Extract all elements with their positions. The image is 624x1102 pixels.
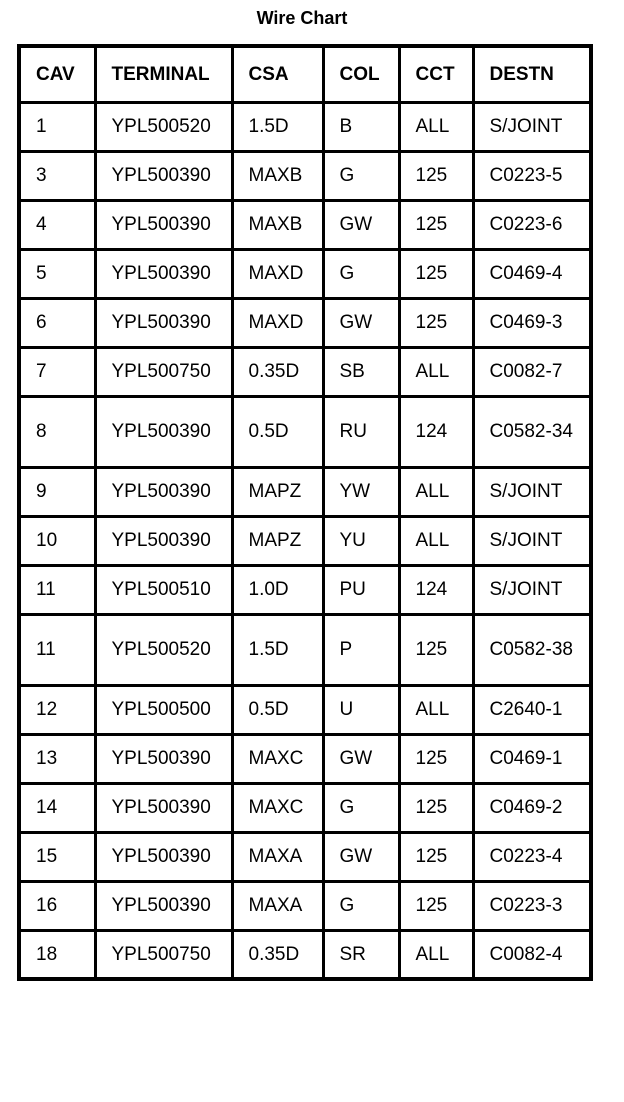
cell-cct: ALL	[399, 467, 473, 516]
table-row	[19, 467, 591, 516]
table-row	[19, 102, 591, 151]
cell-col: YU	[323, 516, 399, 565]
cell-csa: 1.0D	[232, 565, 323, 614]
cell-cav: 9	[19, 467, 95, 516]
table-row	[19, 516, 591, 565]
cell-col: G	[323, 881, 399, 930]
cell-terminal: YPL500390	[95, 881, 232, 930]
cell-destn: C0469-2	[473, 783, 591, 832]
cell-destn: S/JOINT	[473, 516, 591, 565]
cell-col: GW	[323, 200, 399, 249]
cell-col: P	[323, 614, 399, 685]
cell-csa: MAXD	[232, 298, 323, 347]
cell-terminal: YPL500510	[95, 565, 232, 614]
cell-csa: MAXC	[232, 734, 323, 783]
cell-destn: S/JOINT	[473, 102, 591, 151]
header-cct: CCT	[399, 46, 473, 102]
cell-csa: MAXA	[232, 881, 323, 930]
cell-destn: C0223-6	[473, 200, 591, 249]
cell-csa: 1.5D	[232, 614, 323, 685]
cell-cct: 125	[399, 249, 473, 298]
cell-destn: C0223-5	[473, 151, 591, 200]
cell-csa: MAXB	[232, 151, 323, 200]
cell-col: YW	[323, 467, 399, 516]
table-row	[19, 832, 591, 881]
cell-terminal: YPL500390	[95, 151, 232, 200]
cell-cav: 14	[19, 783, 95, 832]
table-row	[19, 565, 591, 614]
header-terminal: TERMINAL	[95, 46, 232, 102]
cell-cav: 11	[19, 614, 95, 685]
cell-cct: 124	[399, 565, 473, 614]
table-row	[19, 347, 591, 396]
header-destn: DESTN	[473, 46, 591, 102]
table-row	[19, 881, 591, 930]
cell-terminal: YPL500750	[95, 347, 232, 396]
cell-col: U	[323, 685, 399, 734]
cell-csa: 0.5D	[232, 685, 323, 734]
cell-cct: 125	[399, 151, 473, 200]
chart-title: Wire Chart	[256, 8, 348, 28]
cell-cav: 16	[19, 881, 95, 930]
cell-destn: S/JOINT	[473, 467, 591, 516]
table-row	[19, 930, 591, 979]
cell-terminal: YPL500520	[95, 102, 232, 151]
cell-terminal: YPL500390	[95, 832, 232, 881]
cell-col: B	[323, 102, 399, 151]
cell-cav: 7	[19, 347, 95, 396]
table-row	[19, 200, 591, 249]
cell-destn: C2640-1	[473, 685, 591, 734]
cell-col: SR	[323, 930, 399, 979]
cell-col: G	[323, 783, 399, 832]
cell-col: G	[323, 151, 399, 200]
cell-cav: 13	[19, 734, 95, 783]
cell-col: RU	[323, 396, 399, 467]
cell-cct: 125	[399, 734, 473, 783]
cell-cct: 125	[399, 614, 473, 685]
cell-cct: ALL	[399, 102, 473, 151]
cell-destn: C0582-38	[473, 614, 591, 685]
cell-terminal: YPL500390	[95, 298, 232, 347]
cell-terminal: YPL500500	[95, 685, 232, 734]
cell-cav: 8	[19, 396, 95, 467]
cell-destn: C0082-7	[473, 347, 591, 396]
cell-destn: C0469-4	[473, 249, 591, 298]
header-col: COL	[323, 46, 399, 102]
table-row	[19, 298, 591, 347]
cell-cct: 125	[399, 881, 473, 930]
header-row	[19, 46, 591, 102]
cell-csa: MAPZ	[232, 516, 323, 565]
cell-cct: 125	[399, 783, 473, 832]
cell-col: GW	[323, 832, 399, 881]
cell-col: SB	[323, 347, 399, 396]
cell-cct: ALL	[399, 347, 473, 396]
cell-csa: MAXB	[232, 200, 323, 249]
cell-terminal: YPL500390	[95, 783, 232, 832]
cell-terminal: YPL500390	[95, 200, 232, 249]
cell-cav: 11	[19, 565, 95, 614]
table-row	[19, 249, 591, 298]
cell-csa: 1.5D	[232, 102, 323, 151]
cell-destn: C0223-3	[473, 881, 591, 930]
cell-cav: 3	[19, 151, 95, 200]
cell-cav: 1	[19, 102, 95, 151]
cell-csa: MAPZ	[232, 467, 323, 516]
wire-chart-table	[17, 44, 593, 981]
cell-csa: MAXA	[232, 832, 323, 881]
cell-cct: ALL	[399, 930, 473, 979]
table-row	[19, 734, 591, 783]
cell-cav: 15	[19, 832, 95, 881]
cell-cct: 125	[399, 832, 473, 881]
cell-cav: 4	[19, 200, 95, 249]
cell-terminal: YPL500390	[95, 249, 232, 298]
cell-csa: 0.35D	[232, 347, 323, 396]
cell-cav: 10	[19, 516, 95, 565]
cell-cav: 18	[19, 930, 95, 979]
cell-terminal: YPL500390	[95, 516, 232, 565]
cell-terminal: YPL500520	[95, 614, 232, 685]
cell-destn: C0469-1	[473, 734, 591, 783]
cell-cav: 6	[19, 298, 95, 347]
cell-cct: ALL	[399, 516, 473, 565]
cell-destn: C0082-4	[473, 930, 591, 979]
cell-csa: MAXD	[232, 249, 323, 298]
cell-cct: 125	[399, 298, 473, 347]
cell-col: GW	[323, 298, 399, 347]
cell-terminal: YPL500390	[95, 396, 232, 467]
table-row	[19, 151, 591, 200]
table-row	[19, 685, 591, 734]
cell-cav: 12	[19, 685, 95, 734]
cell-terminal: YPL500750	[95, 930, 232, 979]
cell-destn: C0582-34	[473, 396, 591, 467]
cell-terminal: YPL500390	[95, 734, 232, 783]
cell-csa: MAXC	[232, 783, 323, 832]
cell-destn: S/JOINT	[473, 565, 591, 614]
cell-cct: 124	[399, 396, 473, 467]
cell-cav: 5	[19, 249, 95, 298]
table-row	[19, 614, 591, 685]
table-row	[19, 396, 591, 467]
cell-destn: C0223-4	[473, 832, 591, 881]
table-row	[19, 783, 591, 832]
cell-terminal: YPL500390	[95, 467, 232, 516]
cell-col: PU	[323, 565, 399, 614]
cell-destn: C0469-3	[473, 298, 591, 347]
cell-col: G	[323, 249, 399, 298]
cell-csa: 0.5D	[232, 396, 323, 467]
cell-csa: 0.35D	[232, 930, 323, 979]
cell-cct: 125	[399, 200, 473, 249]
cell-col: GW	[323, 734, 399, 783]
header-cav: CAV	[19, 46, 95, 102]
cell-cct: ALL	[399, 685, 473, 734]
header-csa: CSA	[232, 46, 323, 102]
